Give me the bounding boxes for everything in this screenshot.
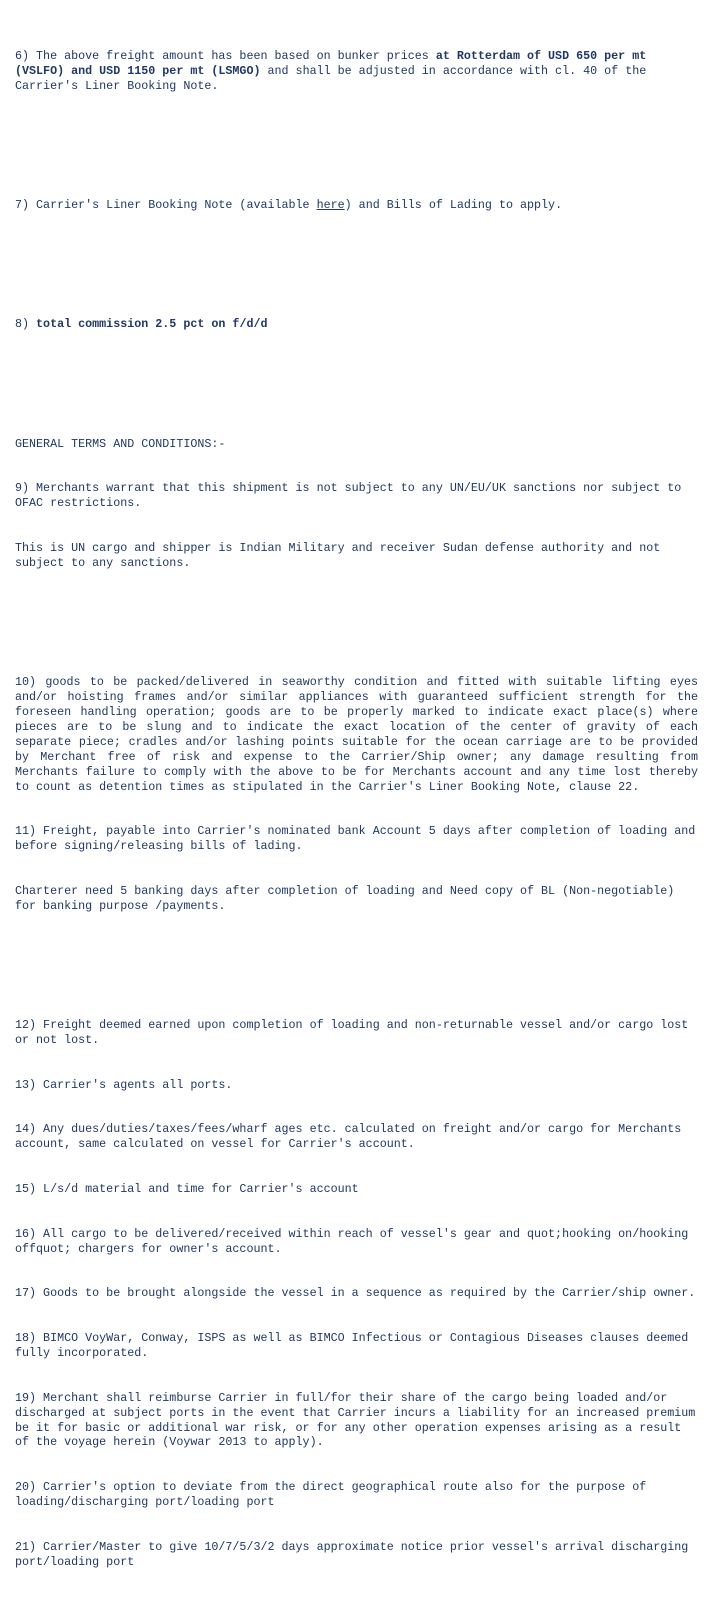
clause-20: 20) Carrier's option to deviate from the direct geographical route also for the purpose of loading/discharging port/loading port <box>15 1480 654 1510</box>
clause-6-text-end: and shall be adjusted in accordance with cl. 40 of the Carrier's Liner Booking Note. <box>15 63 654 93</box>
clause-6-text: 6) The above freight amount has been based on bunker prices <box>15 48 436 63</box>
clause-18: 18) BIMCO VoyWar, Conway, ISPS as well as BIMCO Infectious or Contagious Diseases clauses deemed fully incorporated. <box>15 1331 696 1361</box>
clause-10: 10) goods to be packed/delivered in seaworthy condition and fitted with suitable lifting eyes and/or hoisting frames and/or similar appliances with guaranteed sufficient strength for the foreseen handling operation; goods are to be properly marked to indicate exact place(s) where pieces are to be slung and to indicate the exact location of the center of gravity of each separate piece; cradles and/or lashing points suitable for the ocean carriage are to be provided by Merchant free of risk and expense to the Carrier/Ship owner; any damage resulting from Merchants failure to comply with the above to be for Merchants account and any time lost thereby to count as detention times as stipulated in the Carrier's Liner Booking Note, clause 22. <box>15 675 706 794</box>
clause-9-note: This is UN cargo and shipper is Indian Military and receiver Sudan defense authority and not subject to any sanctions. <box>15 540 668 570</box>
spacer <box>15 615 698 630</box>
clause-19: 19) Merchant shall reimburse Carrier in full/for their share of the cargo being loaded and/or discharged at subject ports in the event that Carrier incurs a liability for an increased premium be it for basic or additional war risk, or for any other operation expenses arising as a result of the voyage herein (Voywar 2013 to apply). <box>15 1390 703 1450</box>
booking-note-link[interactable]: here <box>316 197 345 212</box>
clause-13: 13) Carrier's agents all ports. <box>15 1077 233 1092</box>
clause-7 <box>15 198 698 213</box>
clause-11-note: Charterer need 5 banking days after completion of loading and Need copy of BL (Non-negotiable) for banking purpose /payments. <box>15 883 682 913</box>
clause-6 <box>15 49 698 94</box>
clause-7-text-end: ) and Bills of Lading to apply. <box>344 197 563 212</box>
clause-7-text: 7) Carrier's Liner Booking Note (available <box>15 197 317 212</box>
spacer <box>15 377 698 392</box>
clause-6-bunker-prices: at Rotterdam of USD 650 per mt (VSLFO) and USD 1150 per mt (LSMGO) <box>15 48 654 78</box>
clause-8-number: 8) <box>15 317 37 332</box>
clause-8 <box>15 317 698 332</box>
clause-14: 14) Any dues/duties/taxes/fees/wharf ages etc. calculated on freight and/or cargo for Merchants account, same calculated on vessel for Carrier's account. <box>15 1122 689 1152</box>
clause-16: 16) All cargo to be delivered/received within reach of vessel's gear and quot;hooking on/hooking offquot; chargers for owner's account. <box>15 1226 696 1256</box>
clause-11: 11) Freight, payable into Carrier's nominated bank Account 5 days after completion of loading and before signing/releasing bills of lading. <box>15 824 703 854</box>
spacer <box>15 138 698 153</box>
general-terms-heading: GENERAL TERMS AND CONDITIONS:- <box>15 436 226 451</box>
clause-21: 21) Carrier/Master to give 10/7/5/3/2 days approximate notice prior vessel's arrival discharging port/loading port <box>15 1539 696 1569</box>
clause-8-commission: total commission 2.5 pct on f/d/d <box>36 317 268 332</box>
spacer <box>15 258 698 273</box>
clause-15: 15) L/s/d material and time for Carrier's account <box>15 1182 359 1197</box>
clause-17: 17) Goods to be brought alongside the vessel in a sequence as required by the Carrier/ship owner. <box>15 1286 696 1301</box>
spacer <box>15 958 698 973</box>
clause-9: 9) Merchants warrant that this shipment is not subject to any UN/EU/UK sanctions nor subject to OFAC restrictions. <box>15 481 689 511</box>
clause-12: 12) Freight deemed earned upon completion of loading and non-returnable vessel and/or cargo lost or not lost. <box>15 1018 696 1047</box>
